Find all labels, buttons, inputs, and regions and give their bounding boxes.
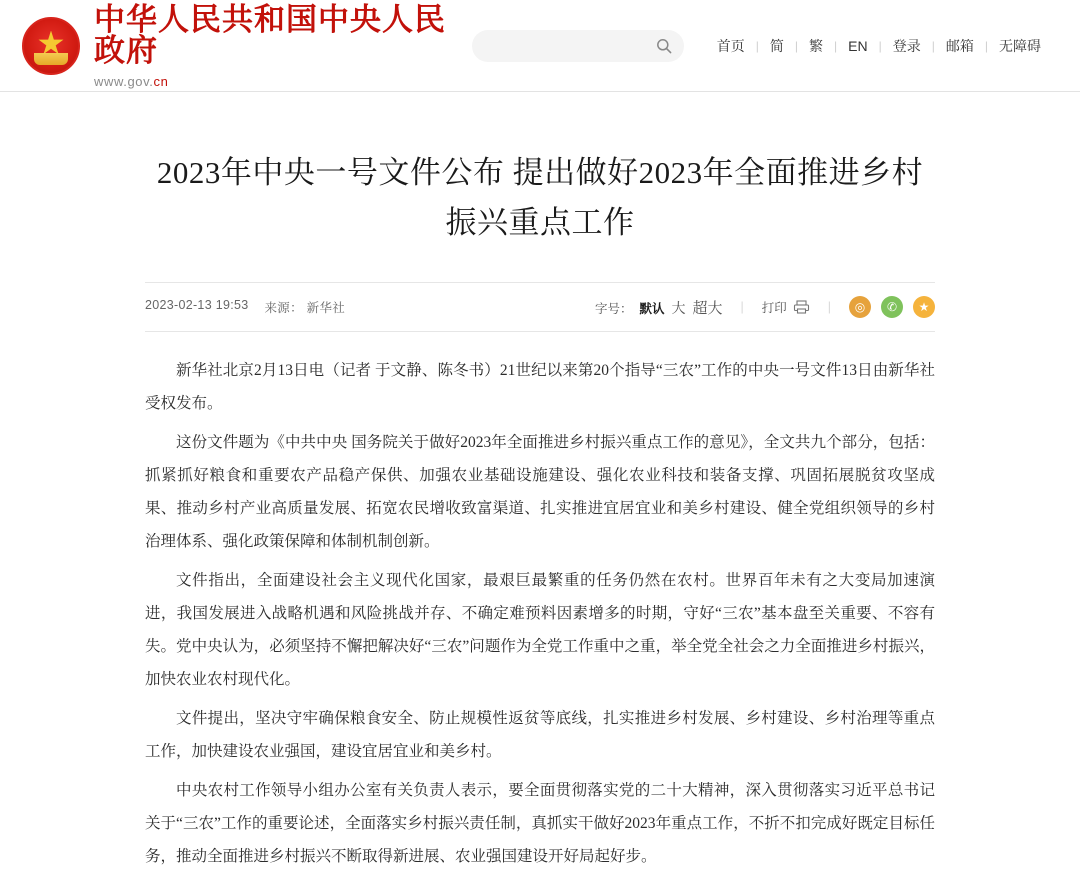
nav-item-accessibility[interactable]: 无障碍 <box>999 37 1041 54</box>
site-domain <box>94 75 472 88</box>
article-paragraph: 这份文件题为《中共中央 国务院关于做好2023年全面推进乡村振兴重点工作的意见》，全文共九个部分，包括：抓紧抓好粮食和重要农产品稳产保供、加强农业基础设施建设、强化农业科技和装备支撑、巩固拓展脱贫攻坚成果、推动乡村产业高质量发展、拓宽农民增收致富渠道、扎实推进宜居宜业和美乡村建设、健全党组织领导的乡村治理体系、强化政策保障和体制机制创新。 <box>145 434 935 550</box>
printer-icon <box>793 300 810 314</box>
site-logo[interactable] <box>22 1 472 89</box>
site-header <box>0 0 1080 92</box>
article-paragraph: 文件提出，坚决守牢确保粮食安全、防止规模性返贫等底线，扎实推进乡村发展、乡村建设、乡村治理等重点工作，加快建设农业强国，建设宜居宜业和美乡村。 <box>145 710 935 760</box>
site-title-wrap <box>94 1 472 89</box>
article-meta <box>145 298 345 316</box>
nav-item-simplified[interactable]: 简 <box>769 37 784 54</box>
tools-divider: | <box>740 300 744 314</box>
page-title: 2023年中央一号文件公布 提出做好2023年全面推进乡村振兴重点工作 <box>156 155 924 240</box>
article-paragraph: 新华社北京2月13日电（记者 于文静、陈冬书）21世纪以来第20个指导“三农”工作的中央一号文件13日由新华社受权发布。 <box>145 362 935 412</box>
nav-item-traditional[interactable]: 繁 <box>809 37 824 54</box>
article-paragraph: 文件指出，全面建设社会主义现代化国家，最艰巨最繁重的任务仍然在农村。世界百年未有之大变局加速演进，我国发展进入战略机遇和风险挑战并存、不确定难预料因素增多的时期，守好“三农”基本盘至关重要、不容有失。党中央认为，必须坚持不懈把解决好“三农”问题作为全党工作重中之重，举全党全社会之力全面推进乡村振兴，加快农业农村现代化。 <box>145 572 935 688</box>
article <box>145 92 935 873</box>
share-buttons <box>849 296 935 318</box>
search-input[interactable] <box>484 37 644 54</box>
publish-date: 2023-02-13 19:53 <box>145 298 249 312</box>
article-body <box>145 332 935 873</box>
nav-separator: | <box>931 38 935 53</box>
header-inner <box>0 0 1080 92</box>
nav-separator: | <box>755 38 759 53</box>
fontsize-label: 字号： <box>594 301 633 316</box>
print-label: 打印 <box>761 301 787 315</box>
nav-separator: | <box>984 38 988 53</box>
weibo-share-icon[interactable]: ◎ <box>849 296 871 318</box>
nav-item-login[interactable]: 登录 <box>892 37 921 54</box>
fontsize-option-large[interactable]: 大 <box>671 299 686 316</box>
site-domain-suffix: cn <box>153 73 169 89</box>
header-right <box>472 30 1052 62</box>
tools-divider: | <box>827 300 831 314</box>
nav-separator: | <box>878 38 882 53</box>
header-nav <box>706 36 1052 56</box>
nav-item-home[interactable]: 首页 <box>716 37 745 54</box>
fontsize-option-default[interactable]: 默认 <box>639 301 665 316</box>
site-domain-prefix: www.gov. <box>94 73 154 89</box>
qzone-share-icon[interactable]: ★ <box>913 296 935 318</box>
nav-separator: | <box>794 38 799 53</box>
fontsize-controls <box>595 297 723 318</box>
nav-item-mail[interactable]: 邮箱 <box>945 37 974 54</box>
search-icon[interactable] <box>656 38 672 54</box>
page-wrap <box>0 92 1080 873</box>
article-paragraph: 中央农村工作领导小组办公室有关负责人表示，要全面贯彻落实党的二十大精神，深入贯彻落实习近平总书记关于“三农”工作的重要论述，全面落实乡村振兴责任制，真抓实干做好2023年重点工作，不折不扣完成好既定目标任务，推动全面推进乡村振兴不断取得新进展、农业强国建设开好局起好步。 <box>145 782 935 865</box>
national-emblem-icon <box>22 17 80 75</box>
nav-separator: | <box>834 38 838 53</box>
article-tools <box>595 296 935 318</box>
fontsize-option-extra-large[interactable]: 超大 <box>692 299 723 317</box>
wechat-share-icon[interactable]: ✆ <box>881 296 903 318</box>
site-title: 中华人民共和国中央人民政府 <box>94 1 446 68</box>
article-source: 来源： 新华社 <box>264 301 346 315</box>
nav-item-english[interactable]: EN <box>848 37 868 54</box>
print-button[interactable] <box>762 298 810 316</box>
article-meta-bar <box>145 282 935 332</box>
search-box[interactable] <box>472 30 684 62</box>
